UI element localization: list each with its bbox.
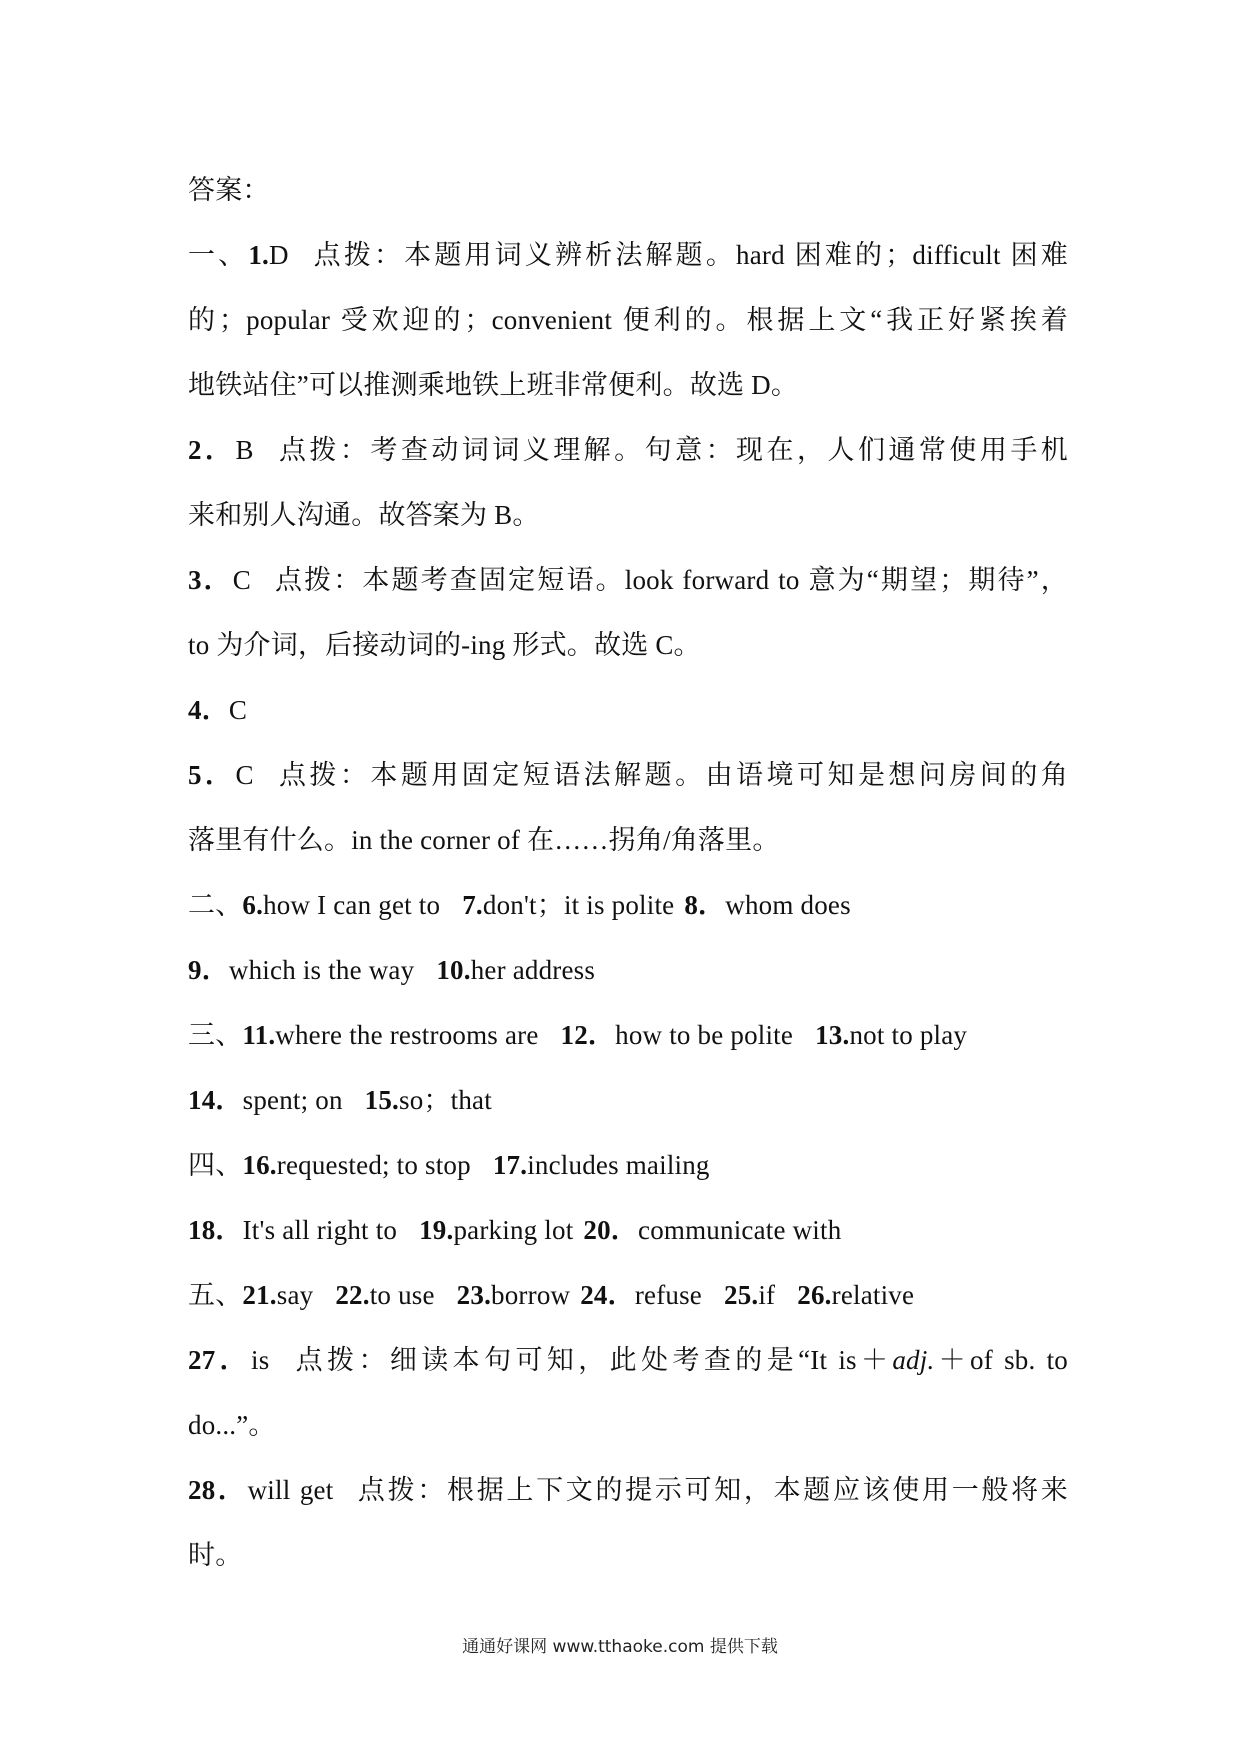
q1-answer: D — [269, 240, 289, 270]
answer-line-q27a — [188, 1328, 1068, 1393]
q26-answer: relative — [831, 1280, 915, 1310]
q13-answer: not to play — [849, 1020, 968, 1050]
q27-number: 27． — [188, 1345, 252, 1375]
q14-answer: spent; on — [242, 1085, 343, 1115]
q5-answer: C — [235, 760, 254, 790]
q21-answer: say — [276, 1280, 314, 1310]
answer-line-q2a — [188, 418, 1068, 483]
answer-line-s2b — [188, 938, 1068, 1003]
section-four-prefix: 四、 — [188, 1150, 243, 1180]
answer-line-q1b: 的；popular 受欢迎的；convenient 便利的。根据上文“我正好紧挨着 — [188, 305, 1068, 335]
answer-line-q3a — [188, 548, 1068, 613]
q15-answer: so；that — [399, 1085, 492, 1115]
q28-note: 点拨：根据上下文的提示可知，本题应该使用一般将来 — [355, 1475, 1069, 1505]
answer-line-q2b: 来和别人沟通。故答案为 B。 — [188, 500, 540, 530]
q22-number: 22. — [335, 1280, 370, 1310]
q18-answer: It's all right to — [242, 1215, 398, 1245]
q3-answer: C — [232, 565, 252, 595]
section-three-prefix: 三、 — [188, 1020, 243, 1050]
q7-answer: don't；it is polite — [482, 890, 675, 920]
q20-number: 20． — [583, 1215, 639, 1245]
q19-number: 19. — [419, 1215, 454, 1245]
q2-number: 2． — [188, 435, 236, 465]
q12-answer: how to be polite — [615, 1020, 794, 1050]
q11-answer: where the restrooms are — [275, 1020, 539, 1050]
q10-number: 10. — [436, 955, 471, 985]
q13-number: 13. — [815, 1020, 850, 1050]
answer-line-q1c: 地铁站住”可以推测乘地铁上班非常便利。故选 D。 — [188, 370, 799, 400]
q3-note: 点拨：本题考查固定短语。look forward to 意为“期望；期待”， — [273, 565, 1068, 595]
q24-number: 24． — [580, 1280, 635, 1310]
q16-number: 16. — [242, 1150, 277, 1180]
answer-line-q4 — [188, 678, 1068, 743]
q6-number: 6. — [242, 890, 264, 920]
answer-line-s5 — [188, 1263, 1068, 1328]
q3-number: 3． — [188, 565, 233, 595]
answer-line-s3a — [188, 1003, 1068, 1068]
answer-line-s3b — [188, 1068, 1068, 1133]
q17-answer: includes mailing — [527, 1150, 710, 1180]
q27-answer: is — [251, 1345, 270, 1375]
q15-number: 15. — [364, 1085, 400, 1115]
q17-number: 17. — [492, 1150, 528, 1180]
answer-line-q3b: to 为介词，后接动词的-ing 形式。故选 C。 — [188, 630, 701, 660]
q24-answer: refuse — [634, 1280, 702, 1310]
answer-line-q5b: 落里有什么。in the corner of 在……拐角/角落里。 — [188, 825, 780, 855]
q19-answer: parking lot — [453, 1215, 574, 1245]
q27-note: 点拨：细读本句可知，此处考查的是“It is＋ — [291, 1345, 893, 1375]
q9-answer: which is the way — [228, 955, 415, 985]
q2-note: 点拨：考查动词词义理解。句意：现在，人们通常使用手机 — [275, 435, 1068, 465]
q14-number: 14． — [188, 1085, 243, 1115]
q27-note-adj: adj. — [892, 1345, 935, 1375]
q10-answer: her address — [470, 955, 596, 985]
section-two-prefix: 二、 — [188, 890, 243, 920]
q8-number: 8． — [684, 890, 726, 920]
section-five-prefix: 五、 — [188, 1280, 243, 1310]
q25-answer: if — [758, 1280, 776, 1310]
answer-line-s4b — [188, 1198, 1068, 1263]
q5-note: 点拨：本题用固定短语法解题。由语境可知是想问房间的角 — [275, 760, 1068, 790]
q18-number: 18． — [188, 1215, 243, 1245]
answer-line-q27b: do...”。 — [188, 1410, 276, 1440]
q2-answer: B — [235, 435, 254, 465]
section-one-prefix: 一、 — [188, 240, 249, 270]
q21-number: 21. — [242, 1280, 277, 1310]
q7-number: 7. — [462, 890, 483, 920]
answer-line-q5a — [188, 743, 1068, 808]
q28-number: 28． — [188, 1475, 248, 1505]
q1-note: 点拨：本题用词义辨析法解题。hard 困难的；difficult 困难 — [310, 240, 1068, 270]
q4-answer: C — [228, 695, 248, 725]
answer-line-q1a — [188, 223, 1068, 288]
q27-note-tail: ＋of sb. to — [934, 1345, 1068, 1375]
q16-answer: requested; to stop — [276, 1150, 471, 1180]
q25-number: 25. — [724, 1280, 759, 1310]
answer-content — [188, 158, 1068, 1588]
answer-line-s2a — [188, 873, 1068, 938]
q6-answer: how I can get to — [263, 890, 441, 920]
footer-credit: 通通好课网 www.tthaoke.com 提供下载 — [462, 1637, 778, 1657]
q8-answer: whom does — [725, 890, 851, 920]
q23-answer: borrow — [491, 1280, 571, 1310]
q20-answer: communicate with — [638, 1215, 842, 1245]
answer-heading: 答案： — [188, 175, 270, 205]
q5-number: 5． — [188, 760, 236, 790]
q28-answer: will get — [247, 1475, 334, 1505]
q11-number: 11. — [242, 1020, 276, 1050]
q23-number: 23. — [456, 1280, 492, 1310]
q4-number: 4． — [188, 695, 229, 725]
answer-line-q28b: 时。 — [188, 1540, 243, 1570]
q1-number: 1. — [248, 240, 269, 270]
q22-answer: to use — [369, 1280, 435, 1310]
answer-line-q28a — [188, 1458, 1068, 1523]
q12-number: 12． — [560, 1020, 616, 1050]
q9-number: 9． — [188, 955, 229, 985]
answer-line-s4a — [188, 1133, 1068, 1198]
q26-number: 26. — [797, 1280, 832, 1310]
